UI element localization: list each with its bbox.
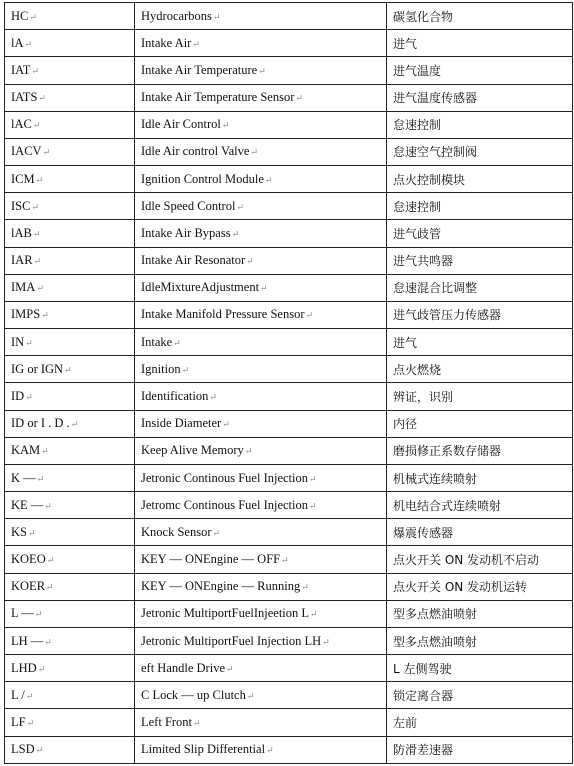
- english-term-cell: [135, 383, 387, 410]
- chinese-term-cell: [387, 247, 573, 274]
- paragraph-mark-icon: ↵: [226, 663, 234, 674]
- english-term-cell: [135, 437, 387, 464]
- english-term-text: Jetromc Continous Fuel Injection: [141, 497, 308, 512]
- paragraph-mark-icon: ↵: [295, 93, 303, 104]
- paragraph-mark-icon: ↵: [266, 745, 274, 756]
- english-term-text: Limited Slip Differential: [141, 742, 266, 757]
- english-term-cell: [135, 220, 387, 247]
- chinese-term-cell: [387, 519, 573, 546]
- paragraph-mark-icon: ↵: [244, 446, 253, 457]
- english-term-cell: [135, 519, 387, 546]
- abbreviation-text: IACV: [11, 144, 42, 159]
- table-row: [5, 329, 573, 356]
- chinese-term-text: 机电结合式连续喷射: [393, 498, 502, 513]
- table-row: [5, 492, 573, 519]
- english-term-cell: [135, 247, 387, 274]
- chinese-term-cell: [387, 410, 573, 437]
- chinese-term-cell: [387, 329, 573, 356]
- abbreviation-cell: [5, 682, 135, 709]
- chinese-term-text: 点火开关 ON 发动机运转: [393, 580, 528, 595]
- paragraph-mark-icon: ↵: [42, 147, 51, 158]
- english-term-cell: [135, 546, 387, 573]
- abbreviation-text: lA: [11, 35, 24, 50]
- english-term-text: Intake Air Temperature: [141, 62, 258, 77]
- abbreviation-cell: [5, 709, 135, 736]
- abbreviation-cell: [5, 30, 135, 57]
- table-row: [5, 709, 573, 736]
- english-term-cell: [135, 682, 387, 709]
- paragraph-mark-icon: ↵: [222, 419, 230, 430]
- abbreviation-text: IN: [11, 334, 25, 349]
- abbreviation-text: L —: [11, 606, 34, 621]
- english-term-text: Intake Air: [141, 35, 192, 50]
- paragraph-mark-icon: ↵: [46, 555, 55, 566]
- table-row: [5, 736, 573, 763]
- abbreviation-text: LHD: [11, 660, 37, 675]
- table-row: [5, 573, 573, 600]
- abbreviation-text: IATS: [11, 90, 38, 105]
- english-term-cell: [135, 627, 387, 654]
- table-row: [5, 546, 573, 573]
- abbreviation-cell: [5, 274, 135, 301]
- abbreviation-text: lAC: [11, 117, 32, 132]
- chinese-term-text: 点火控制模块: [393, 172, 466, 187]
- chinese-term-text: 进气歧管压力传感器: [393, 308, 502, 323]
- english-term-cell: [135, 57, 387, 84]
- abbreviation-cell: [5, 464, 135, 491]
- english-term-text: Jetronic MultiportFuelInjeetion L: [141, 606, 310, 621]
- abbreviation-text: ID or I . D .: [11, 416, 70, 431]
- abbreviation-cell: [5, 138, 135, 165]
- table-row: [5, 464, 573, 491]
- chinese-term-text: 怠速混合比调整: [393, 281, 478, 296]
- english-term-cell: [135, 84, 387, 111]
- english-term-cell: [135, 193, 387, 220]
- chinese-term-text: 防滑差速器: [393, 743, 454, 758]
- english-term-text: Intake Air Temperature Sensor: [141, 90, 295, 105]
- chinese-term-cell: [387, 464, 573, 491]
- abbreviation-cell: [5, 519, 135, 546]
- abbreviation-text: KS: [11, 524, 27, 539]
- table-row: [5, 220, 573, 247]
- english-term-text: Intake: [141, 334, 173, 349]
- paragraph-mark-icon: ↵: [305, 310, 314, 321]
- abbreviation-cell: [5, 437, 135, 464]
- chinese-term-text: 内径: [393, 417, 418, 432]
- abbreviation-cell: [5, 736, 135, 763]
- table-row: [5, 627, 573, 654]
- abbreviation-cell: [5, 84, 135, 111]
- chinese-term-cell: [387, 84, 573, 111]
- table-row: [5, 437, 573, 464]
- english-term-cell: [135, 301, 387, 328]
- table-row: [5, 30, 573, 57]
- abbreviation-cell: [5, 492, 135, 519]
- abbreviation-cell: [5, 600, 135, 627]
- abbreviation-text: LF: [11, 715, 26, 730]
- abbreviation-text: LSD: [11, 742, 35, 757]
- table-row: [5, 600, 573, 627]
- chinese-term-cell: [387, 301, 573, 328]
- english-term-text: C Lock — up Clutch: [141, 687, 246, 702]
- english-term-text: Idle Speed Control: [141, 198, 236, 213]
- paragraph-mark-icon: ↵: [309, 473, 317, 484]
- table-row: [5, 57, 573, 84]
- chinese-term-cell: [387, 600, 573, 627]
- paragraph-mark-icon: ↵: [44, 636, 52, 647]
- english-term-text: Identification: [141, 388, 209, 403]
- chinese-term-cell: [387, 274, 573, 301]
- chinese-term-cell: [387, 736, 573, 763]
- paragraph-mark-icon: ↵: [27, 527, 36, 538]
- english-term-text: Ignition: [141, 361, 181, 376]
- table-row: [5, 111, 573, 138]
- paragraph-mark-icon: ↵: [281, 555, 289, 566]
- table-row: [5, 274, 573, 301]
- chinese-term-text: 机械式连续喷射: [393, 471, 478, 486]
- chinese-term-cell: [387, 655, 573, 682]
- chinese-term-cell: [387, 220, 573, 247]
- table-row: [5, 383, 573, 410]
- abbreviation-text: KOEO: [11, 552, 46, 567]
- chinese-term-cell: [387, 111, 573, 138]
- english-term-text: Knock Sensor: [141, 524, 212, 539]
- paragraph-mark-icon: ↵: [32, 120, 41, 131]
- paragraph-mark-icon: ↵: [25, 690, 34, 701]
- abbreviation-text: K —: [11, 470, 36, 485]
- english-term-cell: [135, 600, 387, 627]
- chinese-term-text: 磨损修正系数存储器: [393, 444, 502, 459]
- chinese-term-text: 进气共鸣器: [393, 254, 454, 269]
- paragraph-mark-icon: ↵: [322, 636, 330, 647]
- chinese-term-text: 型多点燃油喷射: [393, 607, 478, 622]
- paragraph-mark-icon: ↵: [25, 337, 33, 348]
- chinese-term-cell: [387, 383, 573, 410]
- chinese-term-cell: [387, 682, 573, 709]
- chinese-term-cell: [387, 356, 573, 383]
- english-term-text: eft Handle Drive: [141, 660, 225, 675]
- abbreviation-text: KE —: [11, 497, 44, 512]
- english-term-text: Ignition Control Module: [141, 171, 264, 186]
- paragraph-mark-icon: ↵: [33, 256, 42, 267]
- paragraph-mark-icon: ↵: [46, 582, 54, 593]
- english-term-text: KEY — ONEngine — Running: [141, 579, 301, 594]
- paragraph-mark-icon: ↵: [24, 38, 33, 49]
- abbreviation-text: IG or IGN: [11, 361, 64, 376]
- abbreviation-cell: [5, 3, 135, 30]
- paragraph-mark-icon: ↵: [31, 65, 39, 76]
- english-term-cell: [135, 274, 387, 301]
- chinese-term-text: 爆震传感器: [393, 525, 454, 540]
- paragraph-mark-icon: ↵: [32, 228, 41, 239]
- chinese-term-text: 进气温度: [393, 63, 442, 78]
- english-term-cell: [135, 111, 387, 138]
- abbreviation-text: L /: [11, 687, 25, 702]
- paragraph-mark-icon: ↵: [70, 419, 79, 430]
- english-term-text: KEY — ONEngine — OFF: [141, 552, 281, 567]
- table-row: [5, 356, 573, 383]
- table-row: [5, 193, 573, 220]
- paragraph-mark-icon: ↵: [264, 174, 273, 185]
- paragraph-mark-icon: ↵: [309, 500, 317, 511]
- english-term-text: Jetronic Continous Fuel Injection: [141, 470, 308, 485]
- paragraph-mark-icon: ↵: [173, 337, 181, 348]
- english-term-cell: [135, 709, 387, 736]
- chinese-term-cell: [387, 57, 573, 84]
- abbreviation-cell: [5, 356, 135, 383]
- table-row: [5, 84, 573, 111]
- paragraph-mark-icon: ↵: [31, 201, 39, 212]
- paragraph-mark-icon: ↵: [258, 65, 266, 76]
- paragraph-mark-icon: ↵: [193, 718, 201, 729]
- abbreviation-cell: [5, 329, 135, 356]
- english-term-cell: [135, 410, 387, 437]
- abbreviation-text: HC: [11, 8, 29, 23]
- english-term-cell: [135, 736, 387, 763]
- english-term-text: Left Front: [141, 715, 193, 730]
- chinese-term-text: 点火开关 ON 发动机不启动: [393, 553, 540, 568]
- abbreviation-cell: [5, 655, 135, 682]
- english-term-text: Keep Alive Memory: [141, 443, 244, 458]
- paragraph-mark-icon: ↵: [36, 473, 45, 484]
- paragraph-mark-icon: ↵: [36, 283, 44, 294]
- chinese-term-text: 进气温度传感器: [393, 91, 478, 106]
- chinese-term-text: 锁定离合器: [393, 688, 454, 703]
- table-row: [5, 301, 573, 328]
- abbreviation-cell: [5, 193, 135, 220]
- paragraph-mark-icon: ↵: [212, 527, 221, 538]
- abbreviation-cell: [5, 247, 135, 274]
- paragraph-mark-icon: ↵: [301, 582, 309, 593]
- paragraph-mark-icon: ↵: [236, 201, 244, 212]
- english-term-text: Idle Air Control: [141, 117, 221, 132]
- chinese-term-cell: [387, 138, 573, 165]
- table-row: [5, 3, 573, 30]
- english-term-cell: [135, 492, 387, 519]
- english-term-text: Intake Manifold Pressure Sensor: [141, 307, 305, 322]
- paragraph-mark-icon: ↵: [34, 609, 43, 620]
- paragraph-mark-icon: ↵: [64, 364, 72, 375]
- paragraph-mark-icon: ↵: [25, 391, 33, 402]
- chinese-term-text: 进气: [393, 36, 418, 51]
- chinese-term-text: 怠速控制: [393, 199, 442, 214]
- english-term-cell: [135, 329, 387, 356]
- english-term-text: Idle Air control Valve: [141, 144, 250, 159]
- chinese-term-text: 碳氢化合物: [393, 9, 454, 24]
- chinese-term-cell: [387, 627, 573, 654]
- abbreviation-text: LH —: [11, 633, 44, 648]
- abbreviation-text: ID: [11, 388, 25, 403]
- abbreviation-text: KAM: [11, 443, 41, 458]
- abbreviation-cell: [5, 220, 135, 247]
- abbreviation-text: lAB: [11, 225, 32, 240]
- paragraph-mark-icon: ↵: [41, 310, 49, 321]
- table-body: [5, 3, 573, 764]
- table-row: [5, 519, 573, 546]
- paragraph-mark-icon: ↵: [192, 38, 200, 49]
- english-term-text: Jetronic MultiportFuel Injection LH: [141, 633, 322, 648]
- paragraph-mark-icon: ↵: [250, 147, 258, 158]
- chinese-term-cell: [387, 709, 573, 736]
- chinese-term-text: 型多点燃油喷射: [393, 634, 478, 649]
- abbreviation-text: IMA: [11, 280, 36, 295]
- abbreviation-table: [4, 2, 573, 764]
- chinese-term-cell: [387, 30, 573, 57]
- abbreviation-text: IMPS: [11, 307, 41, 322]
- chinese-term-text: L 左侧驾驶: [393, 661, 452, 676]
- english-term-cell: [135, 573, 387, 600]
- paragraph-mark-icon: ↵: [35, 745, 44, 756]
- english-term-text: Intake Air Bypass: [141, 225, 231, 240]
- paragraph-mark-icon: ↵: [246, 256, 254, 267]
- chinese-term-text: 辨证，识别: [393, 389, 454, 404]
- paragraph-mark-icon: ↵: [44, 500, 52, 511]
- paragraph-mark-icon: ↵: [35, 174, 44, 185]
- abbreviation-cell: [5, 383, 135, 410]
- english-term-text: Intake Air Resonator: [141, 253, 246, 268]
- chinese-term-text: 怠速控制: [393, 118, 442, 133]
- english-term-cell: [135, 166, 387, 193]
- table-row: [5, 138, 573, 165]
- table-row: [5, 410, 573, 437]
- paragraph-mark-icon: ↵: [310, 609, 318, 620]
- paragraph-mark-icon: ↵: [246, 690, 255, 701]
- paragraph-mark-icon: ↵: [209, 391, 217, 402]
- table-row: [5, 166, 573, 193]
- chinese-term-cell: [387, 573, 573, 600]
- chinese-term-text: 进气歧管: [393, 226, 442, 241]
- abbreviation-cell: [5, 573, 135, 600]
- paragraph-mark-icon: ↵: [221, 120, 230, 131]
- paragraph-mark-icon: ↵: [37, 663, 46, 674]
- abbreviation-cell: [5, 301, 135, 328]
- english-term-cell: [135, 655, 387, 682]
- table-row: [5, 682, 573, 709]
- abbreviation-text: ISC: [11, 198, 31, 213]
- paragraph-mark-icon: ↵: [181, 364, 190, 375]
- abbreviation-cell: [5, 627, 135, 654]
- paragraph-mark-icon: ↵: [212, 11, 221, 22]
- abbreviation-cell: [5, 546, 135, 573]
- chinese-term-cell: [387, 546, 573, 573]
- abbreviation-text: KOER: [11, 579, 46, 594]
- abbreviation-cell: [5, 410, 135, 437]
- chinese-term-cell: [387, 492, 573, 519]
- english-term-cell: [135, 3, 387, 30]
- abbreviation-cell: [5, 111, 135, 138]
- chinese-term-text: 点火燃烧: [393, 362, 442, 377]
- english-term-cell: [135, 30, 387, 57]
- abbreviation-cell: [5, 57, 135, 84]
- paragraph-mark-icon: ↵: [41, 446, 49, 457]
- paragraph-mark-icon: ↵: [29, 11, 37, 22]
- chinese-term-text: 怠速空气控制阀: [393, 145, 478, 160]
- english-term-text: Hydrocarbons: [141, 8, 212, 23]
- paragraph-mark-icon: ↵: [26, 718, 35, 729]
- table-row: [5, 247, 573, 274]
- paragraph-mark-icon: ↵: [260, 283, 268, 294]
- english-term-text: Inside Diameter: [141, 416, 222, 431]
- chinese-term-cell: [387, 437, 573, 464]
- english-term-cell: [135, 138, 387, 165]
- chinese-term-cell: [387, 166, 573, 193]
- table-row: [5, 655, 573, 682]
- abbreviation-text: ICM: [11, 171, 35, 186]
- paragraph-mark-icon: ↵: [231, 228, 240, 239]
- chinese-term-text: 左前: [393, 716, 418, 731]
- chinese-term-cell: [387, 3, 573, 30]
- english-term-cell: [135, 356, 387, 383]
- chinese-term-cell: [387, 193, 573, 220]
- english-term-text: IdleMixtureAdjustment: [141, 280, 260, 295]
- chinese-term-text: 进气: [393, 335, 418, 350]
- abbreviation-text: IAR: [11, 253, 33, 268]
- paragraph-mark-icon: ↵: [38, 93, 46, 104]
- english-term-cell: [135, 464, 387, 491]
- abbreviation-text: IAT: [11, 62, 31, 77]
- abbreviation-cell: [5, 166, 135, 193]
